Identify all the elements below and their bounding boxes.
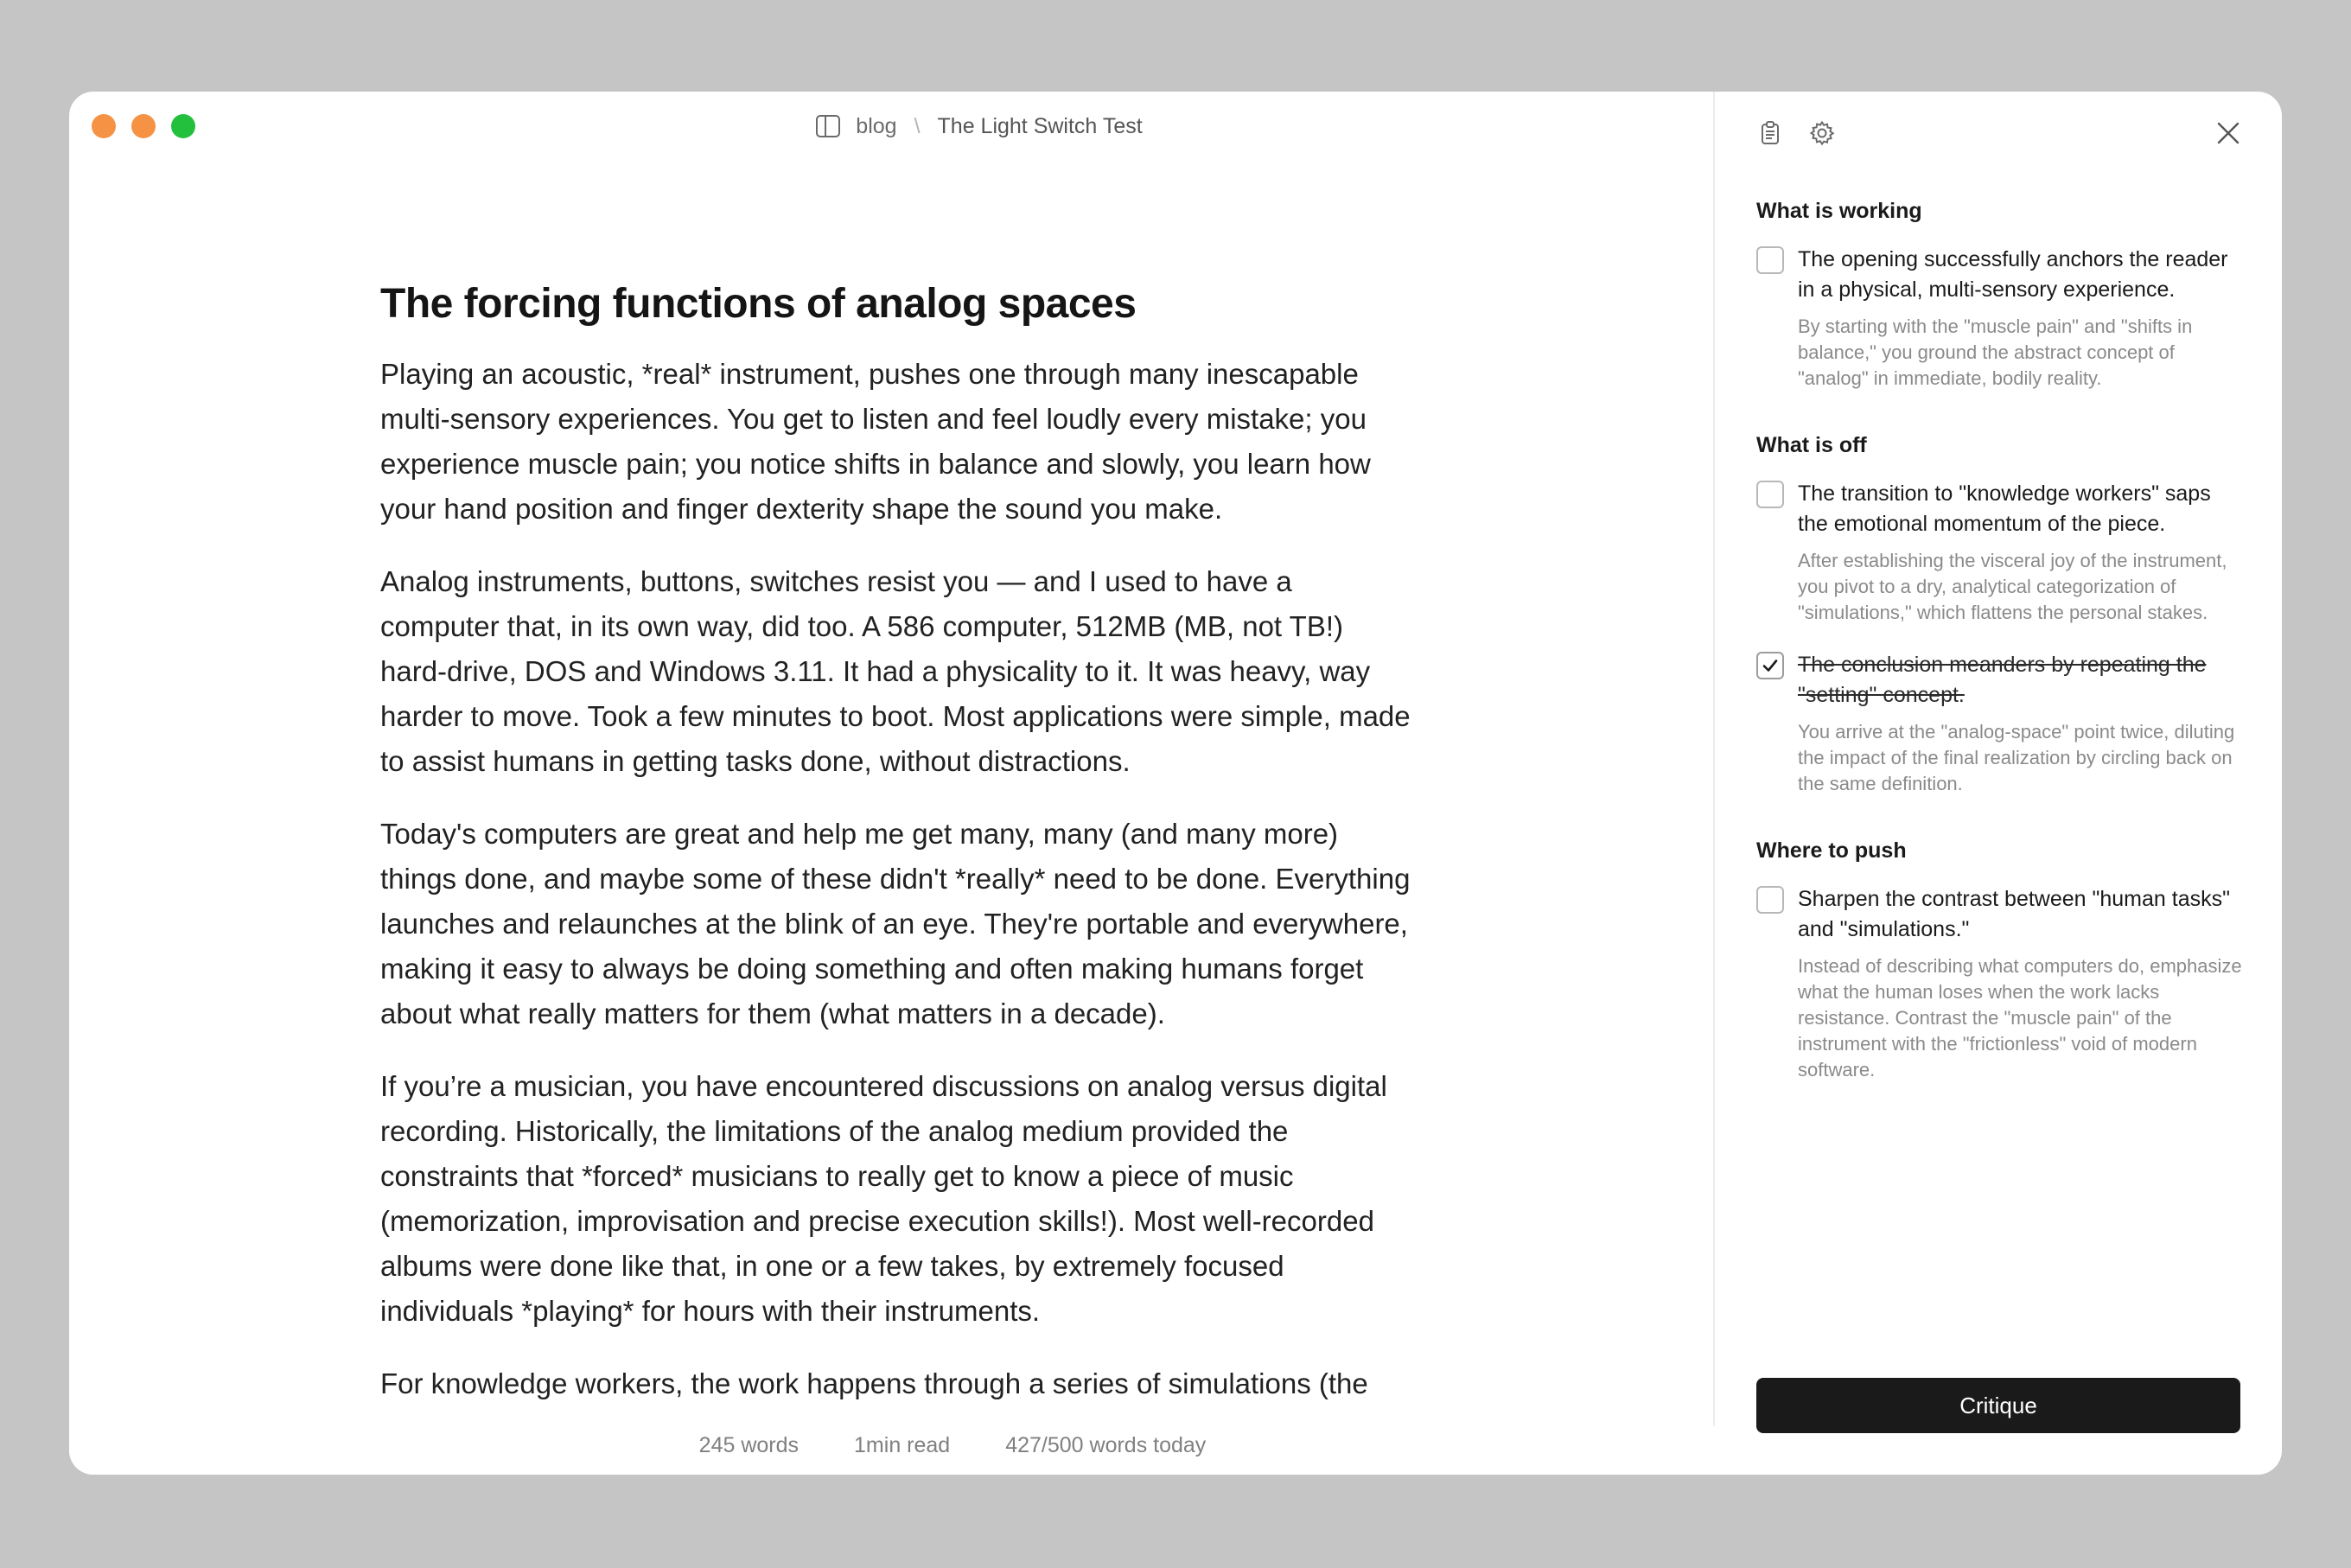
section-title: What is off — [1756, 433, 1867, 457]
close-icon[interactable] — [2213, 118, 2244, 149]
checkmark-icon — [1761, 656, 1780, 675]
critique-item — [1756, 650, 2242, 797]
critique-item — [1756, 479, 2242, 626]
item-checkbox[interactable] — [1756, 246, 1784, 274]
document-body[interactable] — [380, 280, 1418, 1475]
item-title: Sharpen the contrast between "human tasks" and "simulations." — [1798, 887, 2230, 941]
critique-panel — [1715, 92, 2282, 1475]
paragraph[interactable]: If you’re a musician, you have encountered discussions on analog versus digital recording. Historically, the limitations of the analog medium provided the constraints that *forced* musicians to really get to know a piece of music (memorization, improvisation and precise execution skills!). Most well-recorded albums were done like that, in one or a few takes, by extremely focused individuals *playing* for hours with their instruments. — [380, 1070, 1387, 1327]
section-where-to-push — [1756, 838, 2242, 1083]
breadcrumb-document[interactable]: The Light Switch Test — [937, 113, 1143, 138]
paragraph[interactable]: Today's computers are great and help me get many, many (and many more) things done, and maybe some of these didn't *really* need to be done. Everything launches and relaunches at the blink of an eye. They're portable and everywhere, making it easy to always be doing something and often making humans forget about what really matters for them (what matters in a decade). — [380, 818, 1411, 1029]
sidebar-toggle-icon[interactable] — [814, 112, 842, 140]
status-bar — [69, 1426, 1715, 1475]
item-title: The opening successfully anchors the reader in a physical, multi-sensory experience. — [1798, 247, 2228, 302]
breadcrumb-separator: \ — [914, 113, 921, 138]
app-window — [69, 92, 2282, 1475]
editor-pane — [69, 92, 1715, 1475]
item-checkbox[interactable] — [1756, 886, 1784, 914]
read-time: 1min read — [854, 1433, 951, 1457]
critique-item — [1756, 245, 2242, 392]
item-description: After establishing the visceral joy of the instrument, you pivot to a dry, analytical categorization of "simulations," which flattens the personal stakes. — [1798, 550, 2227, 623]
paragraph[interactable]: Playing an acoustic, *real* instrument, pushes one through many inescapable multi-sensory experiences. You get to listen and feel loudly every mistake; you experience muscle pain; you notice shifts in balance and slowly, you learn how your hand position and finger dexterity shape the sound you make. — [380, 358, 1371, 525]
section-what-is-working — [1756, 199, 2242, 392]
breadcrumb-folder[interactable]: blog — [856, 113, 897, 138]
gear-icon[interactable] — [1808, 119, 1836, 147]
paragraph[interactable]: Analog instruments, buttons, switches resist you — and I used to have a computer that, in its own way, did too. A 586 computer, 512MB (MB, not TB!) hard-drive, DOS and Windows 3.11. It had a physicality to it. It was heavy, way harder to move. Took a few minutes to boot. Most applications were simple, made to assist humans in getting tasks done, without distractions. — [380, 565, 1411, 777]
section-what-is-off — [1756, 433, 2242, 797]
panel-toolbar — [1756, 119, 1836, 147]
critique-button[interactable]: Critique — [1756, 1378, 2240, 1433]
clipboard-icon[interactable] — [1756, 119, 1784, 147]
breadcrumb — [69, 112, 1715, 140]
paragraph[interactable]: For knowledge workers, the work happens through a series of simulations (the — [380, 1367, 1368, 1399]
item-checkbox[interactable] — [1756, 481, 1784, 508]
item-description: Instead of describing what computers do, emphasize what the human loses when the work lacks resistance. Contrast the "muscle pain" of the instrument with the "frictionless" void of modern software. — [1798, 955, 2242, 1080]
item-description: You arrive at the "analog-space" point twice, diluting the impact of the final realization by circling back on the same definition. — [1798, 721, 2235, 794]
item-title: The transition to "knowledge workers" saps the emotional momentum of the piece. — [1798, 481, 2211, 536]
word-count: 245 words — [698, 1433, 800, 1457]
daily-goal: 427/500 words today — [1005, 1433, 1207, 1457]
critique-item — [1756, 884, 2242, 1083]
section-title: What is working — [1756, 199, 1922, 223]
section-title: Where to push — [1756, 838, 1907, 863]
item-title: The conclusion meanders by repeating the "setting" concept. — [1798, 653, 2207, 707]
document-title[interactable]: The forcing functions of analog spaces — [380, 281, 1137, 327]
item-description: By starting with the "muscle pain" and "shifts in balance," you ground the abstract concept of "analog" in immediate, bodily reality. — [1798, 316, 2193, 389]
item-checkbox-checked[interactable] — [1756, 652, 1784, 679]
critique-sections — [1756, 199, 2242, 1125]
